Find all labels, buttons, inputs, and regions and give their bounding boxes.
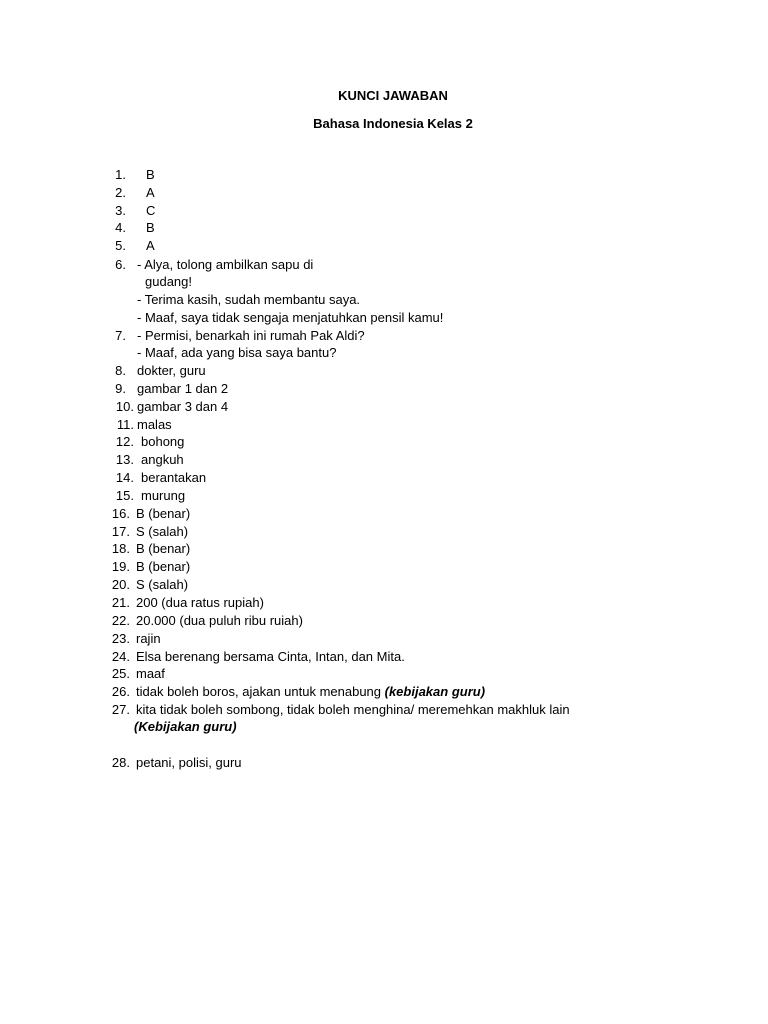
- answer-text: S (salah): [136, 524, 189, 539]
- answer-number: 17.: [111, 524, 130, 539]
- document-subtitle: Bahasa Indonesia Kelas 2: [313, 116, 473, 131]
- answer-number: 22.: [111, 613, 130, 628]
- answer-number: 2.: [115, 185, 126, 200]
- teacher-note: (Kebijakan guru): [134, 719, 237, 734]
- answer-number: 5.: [115, 238, 126, 253]
- answer-number: 24.: [111, 649, 130, 664]
- answer-number: 11.: [116, 417, 134, 432]
- answer-number: 28.: [111, 755, 130, 770]
- answer-text: gudang!: [145, 274, 192, 289]
- answer-number: 4.: [115, 220, 126, 235]
- answer-number: 19.: [111, 559, 130, 574]
- answer-text: - Maaf, ada yang bisa saya bantu?: [137, 345, 337, 360]
- answer-text: - Permisi, benarkah ini rumah Pak Aldi?: [137, 328, 365, 343]
- answer-text: B (benar): [136, 541, 191, 556]
- answer-text: B: [146, 220, 155, 235]
- document-title: KUNCI JAWABAN: [338, 88, 448, 103]
- answer-number: 27.: [111, 702, 130, 717]
- answer-number: 6.: [115, 257, 126, 272]
- answer-text: B (benar): [136, 506, 191, 521]
- answer-text: 200 (dua ratus rupiah): [136, 595, 264, 610]
- answer-text: bohong: [141, 434, 185, 449]
- answer-text: maaf: [136, 666, 165, 681]
- answer-main-text: tidak boleh boros, ajakan untuk menabung: [136, 684, 385, 699]
- answer-text: 20.000 (dua puluh ribu ruiah): [136, 613, 303, 628]
- answer-text: berantakan: [141, 470, 207, 485]
- answer-text: murung: [141, 488, 186, 503]
- answer-text: gambar 3 dan 4: [137, 399, 229, 414]
- answer-number: 18.: [111, 541, 130, 556]
- answer-text: A: [146, 185, 155, 200]
- answer-number: 1.: [115, 167, 126, 182]
- answer-number: 23.: [111, 631, 130, 646]
- answer-text: S (salah): [136, 577, 189, 592]
- answer-text: A: [146, 238, 155, 253]
- answer-number: 7.: [115, 328, 126, 343]
- answer-text: B (benar): [136, 559, 191, 574]
- answer-text: B: [146, 167, 155, 182]
- answer-text: malas: [137, 417, 172, 432]
- answer-text: kita tidak boleh sombong, tidak boleh menghina/ meremehkan makhluk lain: [136, 702, 570, 717]
- answer-number: 16.: [111, 506, 130, 521]
- answer-number: 15.: [115, 488, 134, 503]
- answer-text: - Maaf, saya tidak sengaja menjatuhkan pensil kamu!: [137, 310, 444, 325]
- answer-text: C: [146, 203, 156, 218]
- answer-text: - Terima kasih, sudah membantu saya.: [137, 292, 361, 307]
- answer-number: 9.: [115, 381, 126, 396]
- answer-text: Elsa berenang bersama Cinta, Intan, dan Mita.: [136, 649, 405, 664]
- answer-number: 10.: [115, 399, 134, 414]
- answer-text: rajin: [136, 631, 161, 646]
- answer-number: 12.: [115, 434, 134, 449]
- answer-number: 14.: [115, 470, 134, 485]
- answer-text: petani, polisi, guru: [136, 755, 242, 770]
- answer-number: 21.: [111, 595, 130, 610]
- answer-text: dokter, guru: [137, 363, 206, 378]
- answer-number: 25.: [111, 666, 130, 681]
- teacher-note: (kebijakan guru): [384, 684, 486, 699]
- answer-text: gambar 1 dan 2: [137, 381, 229, 396]
- answer-number: 13.: [115, 452, 134, 467]
- answer-number: 20.: [111, 577, 130, 592]
- answer-number: 26.: [111, 684, 130, 699]
- answer-number: 8.: [115, 363, 126, 378]
- answer-text: [136, 684, 485, 700]
- answer-number: 3.: [115, 203, 126, 218]
- answer-text: angkuh: [141, 452, 184, 467]
- answer-text: - Alya, tolong ambilkan sapu di: [137, 257, 314, 272]
